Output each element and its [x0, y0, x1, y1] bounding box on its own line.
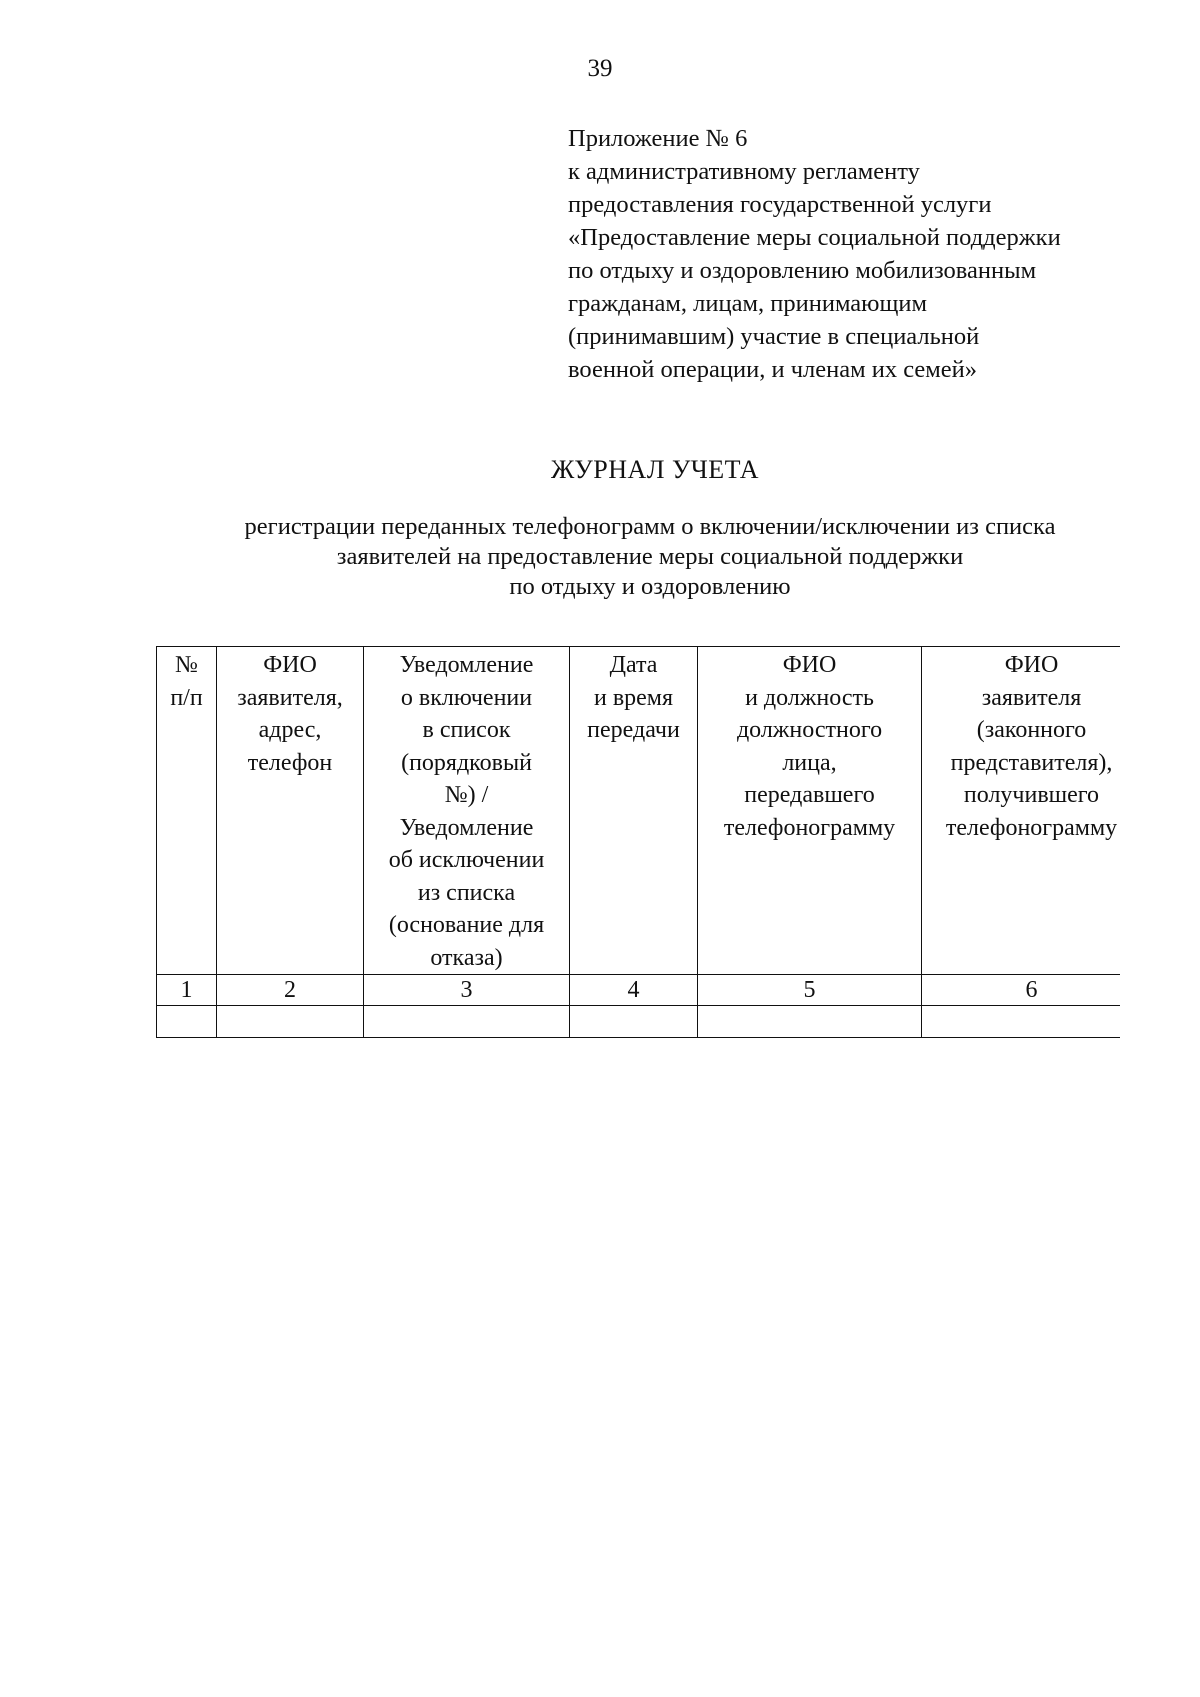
column-number-cell: 4 — [570, 975, 698, 1006]
appendix-line: по отдыху и оздоровлению мобилизованным — [568, 257, 1037, 284]
empty-cell — [570, 1006, 698, 1038]
column-header-recipient: ФИО заявителя (законного представителя), получившего телефонограмму — [922, 647, 1121, 975]
empty-cell — [157, 1006, 217, 1038]
appendix-line: гражданам, лицам, принимающим — [568, 290, 927, 317]
column-number-cell: 5 — [698, 975, 922, 1006]
empty-cell — [364, 1006, 570, 1038]
column-number-cell: 3 — [364, 975, 570, 1006]
empty-cell — [698, 1006, 922, 1038]
appendix-header — [568, 122, 1128, 386]
empty-cell — [922, 1006, 1121, 1038]
journal-subtitle — [150, 512, 1150, 602]
empty-entry-row — [157, 1006, 1121, 1038]
subtitle-line: регистрации переданных телефонограмм о включении/исключении из списка — [244, 513, 1056, 540]
column-header-official: ФИО и должность должностного лица, передавшего телефонограмму — [698, 647, 922, 975]
subtitle-line: по отдыху и оздоровлению — [509, 573, 791, 600]
appendix-line: к административному регламенту — [568, 158, 920, 185]
journal-table-wrapper — [156, 646, 1120, 1038]
column-header-datetime: Дата и время передачи — [570, 647, 698, 975]
appendix-line: предоставления государственной услуги — [568, 191, 992, 218]
column-numbers-row — [157, 975, 1121, 1006]
journal-table — [156, 646, 1120, 1038]
column-header-notification: Уведомление о включении в список (порядковый №) / Уведомление об исключении из списка (основание для отказа) — [364, 647, 570, 975]
empty-cell — [217, 1006, 364, 1038]
column-number-cell: 6 — [922, 975, 1121, 1006]
journal-title: ЖУРНАЛ УЧЕТА — [550, 455, 760, 484]
appendix-line: «Предоставление меры социальной поддержки — [568, 224, 1061, 251]
page-number: 39 — [587, 55, 613, 82]
subtitle-line: заявителей на предоставление меры социальной поддержки — [336, 543, 964, 570]
column-header-applicant: ФИО заявителя, адрес, телефон — [217, 647, 364, 975]
appendix-line: военной операции, и членам их семей» — [568, 356, 978, 383]
column-number-cell: 1 — [157, 975, 217, 1006]
table-header-row — [157, 647, 1121, 975]
appendix-line: (принимавшим) участие в специальной — [568, 323, 980, 350]
column-number-cell: 2 — [217, 975, 364, 1006]
column-header-number: № п/п — [157, 647, 217, 975]
appendix-line: Приложение № 6 — [568, 125, 748, 152]
